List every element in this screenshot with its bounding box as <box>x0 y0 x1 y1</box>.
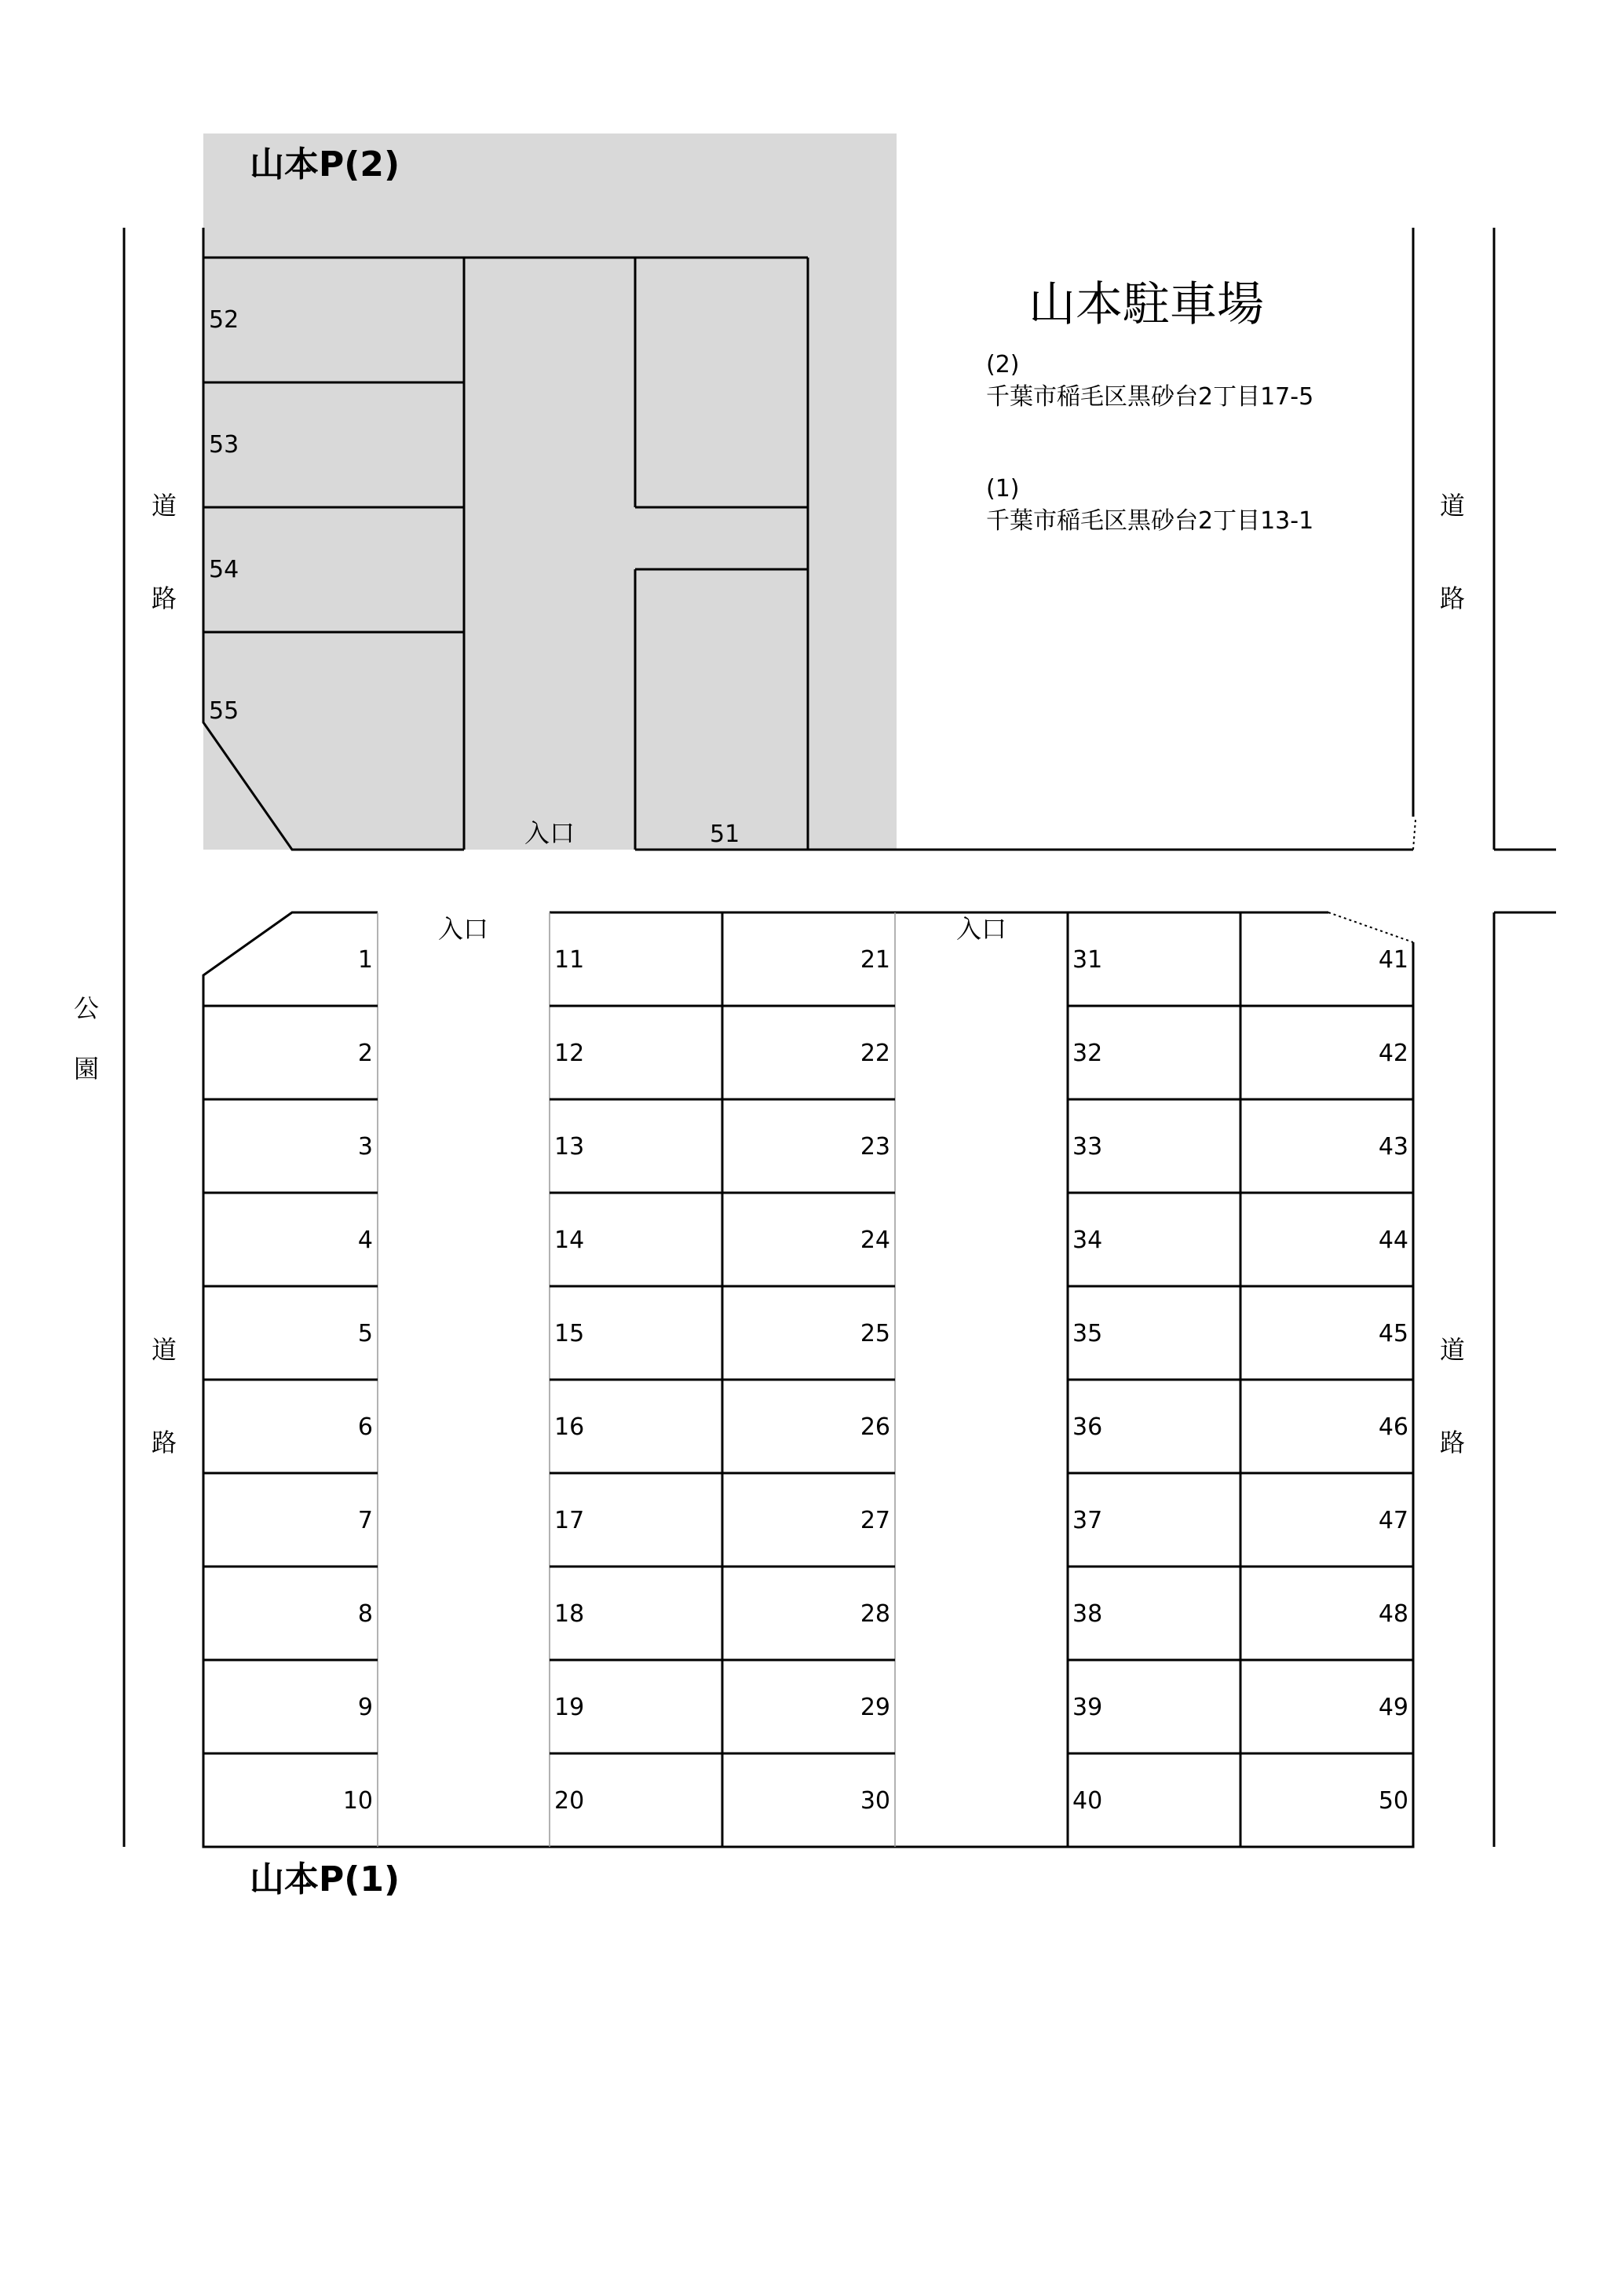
parking-space-7: 7 <box>357 1507 373 1534</box>
road-label-left-top-1: 道 <box>152 491 177 521</box>
road-label-right-top-1: 道 <box>1440 491 1466 521</box>
parking-space-6: 6 <box>357 1413 373 1441</box>
parking-space-11: 11 <box>554 946 585 974</box>
parking-space-20: 20 <box>554 1787 585 1815</box>
parking-space-37: 37 <box>1072 1507 1103 1534</box>
lot1-stall-rows <box>203 1006 1413 1753</box>
parking-space-13: 13 <box>554 1133 585 1161</box>
lot1-address: 千葉市稲毛区黒砂台2丁目13-1 <box>986 507 1314 535</box>
parking-space-17: 17 <box>554 1507 585 1534</box>
road-label-left-top-2: 路 <box>152 583 177 613</box>
parking-space-33: 33 <box>1072 1133 1103 1161</box>
parking-space-21: 21 <box>860 946 890 974</box>
road-label-right-bottom-2: 路 <box>1440 1428 1466 1457</box>
road-label-left-bottom-1: 道 <box>152 1335 177 1365</box>
parking-space-16: 16 <box>554 1413 585 1441</box>
parking-space-43: 43 <box>1378 1133 1408 1161</box>
parking-space-47: 47 <box>1378 1507 1408 1534</box>
lot2-address-tag: (2) <box>986 351 1020 378</box>
parking-space-1: 1 <box>357 946 373 974</box>
parking-space-42: 42 <box>1378 1040 1408 1067</box>
parking-space-28: 28 <box>860 1600 890 1628</box>
page-title: 山本駐車場 <box>1028 277 1264 332</box>
lot2-name: 山本P(2) <box>250 144 400 185</box>
park-label-2: 園 <box>74 1054 100 1084</box>
parking-space-31: 31 <box>1072 946 1103 974</box>
parking-space-14: 14 <box>554 1227 585 1254</box>
road-label-right-top-2: 路 <box>1440 583 1466 613</box>
parking-space-5: 5 <box>357 1320 373 1347</box>
lot1-entrance-left: 入口 <box>438 914 489 944</box>
parking-space-35: 35 <box>1072 1320 1103 1347</box>
parking-space-10: 10 <box>342 1787 373 1815</box>
parking-space-30: 30 <box>860 1787 890 1815</box>
parking-space-48: 48 <box>1378 1600 1408 1628</box>
parking-space-3: 3 <box>357 1133 373 1161</box>
parking-space-32: 32 <box>1072 1040 1103 1067</box>
parking-space-36: 36 <box>1072 1413 1103 1441</box>
parking-space-49: 49 <box>1378 1694 1408 1721</box>
parking-space-34: 34 <box>1072 1227 1103 1254</box>
parking-space-41: 41 <box>1378 946 1408 974</box>
space-52: 52 <box>209 306 239 334</box>
parking-space-22: 22 <box>860 1040 890 1067</box>
parking-space-23: 23 <box>860 1133 890 1161</box>
lot1-address-tag: (1) <box>986 475 1020 503</box>
parking-space-8: 8 <box>357 1600 373 1628</box>
parking-space-18: 18 <box>554 1600 585 1628</box>
park-label-1: 公 <box>74 993 100 1023</box>
parking-space-39: 39 <box>1072 1694 1103 1721</box>
lot2-shaded-area <box>203 133 897 850</box>
parking-space-4: 4 <box>357 1227 373 1254</box>
parking-space-46: 46 <box>1378 1413 1408 1441</box>
parking-space-24: 24 <box>860 1227 890 1254</box>
space-54: 54 <box>209 556 239 583</box>
lot1-entrance-right: 入口 <box>956 914 1007 944</box>
parking-space-38: 38 <box>1072 1600 1103 1628</box>
road-label-left-bottom-2: 路 <box>152 1428 177 1457</box>
parking-space-15: 15 <box>554 1320 585 1347</box>
parking-space-12: 12 <box>554 1040 585 1067</box>
parking-space-29: 29 <box>860 1694 890 1721</box>
parking-space-25: 25 <box>860 1320 890 1347</box>
parking-space-44: 44 <box>1378 1227 1408 1254</box>
parking-space-2: 2 <box>357 1040 373 1067</box>
parking-space-26: 26 <box>860 1413 890 1441</box>
space-55: 55 <box>209 697 239 725</box>
lot2-address: 千葉市稲毛区黒砂台2丁目17-5 <box>986 383 1314 411</box>
parking-space-9: 9 <box>357 1694 373 1721</box>
lot1-name: 山本P(1) <box>250 1859 400 1899</box>
space-53: 53 <box>209 431 239 459</box>
parking-space-50: 50 <box>1378 1787 1408 1815</box>
space-51: 51 <box>710 821 740 848</box>
road-label-right-bottom-1: 道 <box>1440 1335 1466 1365</box>
parking-space-45: 45 <box>1378 1320 1408 1347</box>
parking-space-40: 40 <box>1072 1787 1103 1815</box>
lot2-entrance-label: 入口 <box>524 818 575 848</box>
parking-space-27: 27 <box>860 1507 890 1534</box>
parking-space-19: 19 <box>554 1694 585 1721</box>
